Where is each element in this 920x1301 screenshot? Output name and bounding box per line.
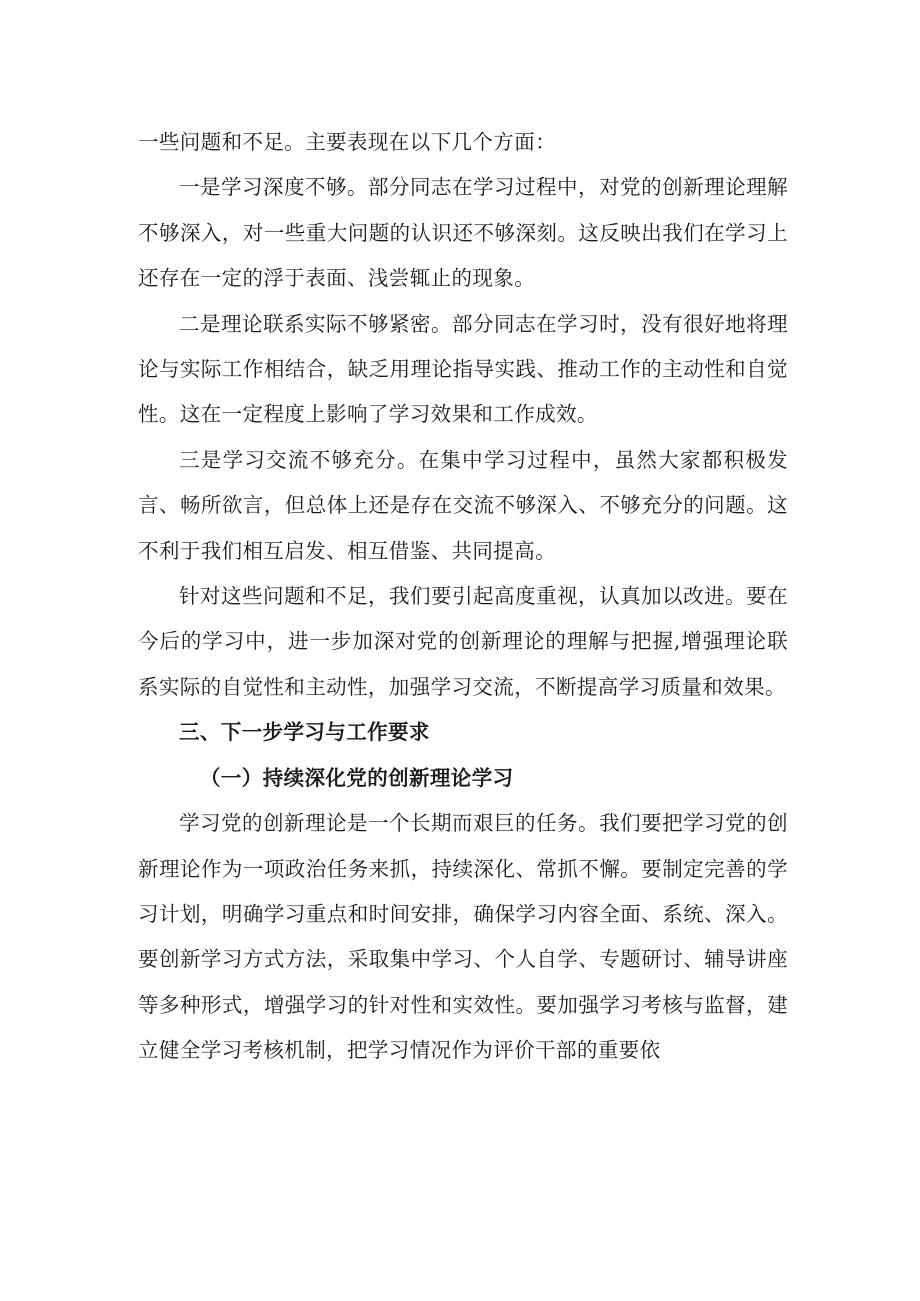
paragraph-intro: 一些问题和不足。主要表现在以下几个方面： <box>138 130 556 154</box>
paragraph-improvement: 针对这些问题和不足，我们要引起高度重视，认真加以改进。要在今后的学习中，进一步加深对党的创新理论的理解与把握,增强理论联系实际的自觉性和主动性，加强学习交流，不断提高学习质量和效果。 <box>138 584 788 699</box>
paragraph-issue-practice: 二是理论联系实际不够紧密。部分同志在学习时，没有很好地将理论与实际工作相结合，缺乏用理论指导实践、推动工作的主动性和自觉性。这在一定程度上影响了学习效果和工作成效。 <box>138 311 788 427</box>
paragraph-issue-depth: 一是学习深度不够。部分同志在学习过程中，对党的创新理论理解不够深入，对一些重大问题的认识还不够深刻。这反映出我们在学习上还存在一定的浮于表面、浅尝辄止的现象。 <box>138 175 788 291</box>
section-heading: 三、下一步学习与工作要求 <box>179 720 430 745</box>
document-page <box>138 120 788 1074</box>
subsection-heading: （一）持续深化党的创新理论学习 <box>200 765 514 790</box>
paragraph-continue-study: 学习党的创新理论是一个长期而艰巨的任务。我们要把学习党的创新理论作为一项政治任务来抓，持续深化、常抓不懈。要制定完善的学习计划，明确学习重点和时间安排，确保学习内容全面、系统、深入。要创新学习方式方法，采取集中学习、个人自学、专题研讨、辅导讲座等多种形式，增强学习的针对性和实效性。要加强学习考核与监督，建立健全学习考核机制，把学习情况作为评价干部的重要依 <box>138 811 788 1063</box>
paragraph-issue-exchange: 三是学习交流不够充分。在集中学习过程中，虽然大家都积极发言、畅所欲言，但总体上还是存在交流不够深入、不够充分的问题。这不利于我们相互启发、相互借鉴、共同提高。 <box>138 447 788 563</box>
